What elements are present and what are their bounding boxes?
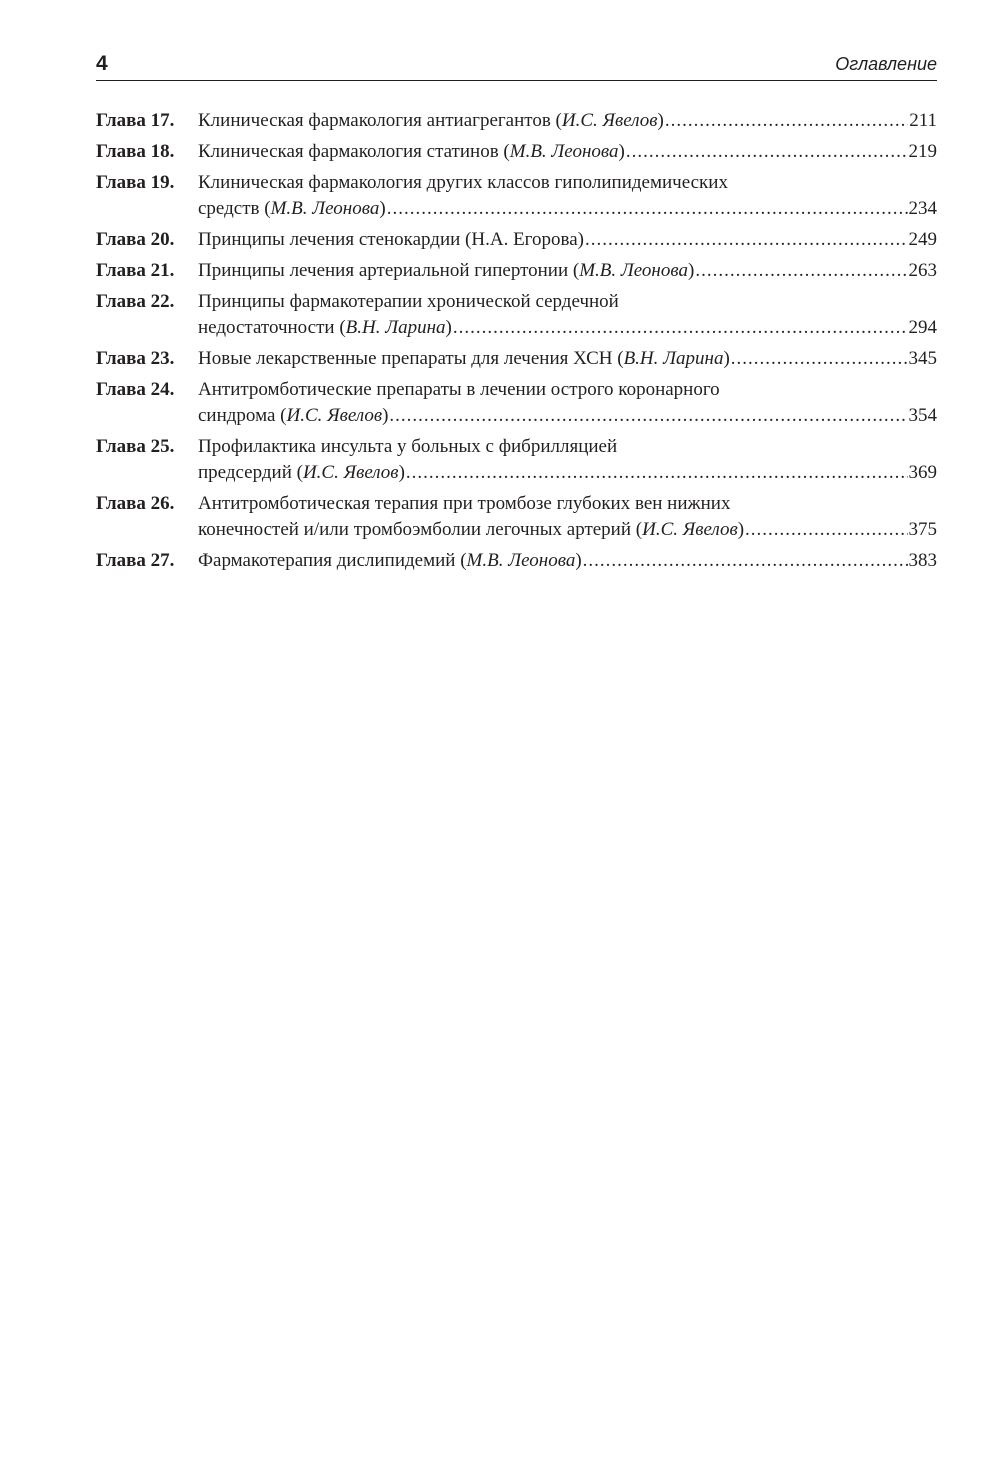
chapter-label: Глава 21. [96,260,175,281]
chapter-label: Глава 19. [96,172,175,193]
chapter-author: М.В. Леонова [509,141,619,162]
closing-paren: ) [398,462,405,483]
chapter-title-text: средств ( [198,198,271,219]
dot-leader [665,108,908,134]
chapter-title-text: предсердий ( [198,462,303,483]
page-reference: 249 [908,229,937,250]
dot-leader [745,517,907,543]
chapter-title-line: Принципы фармакотерапии хронической сердечной [198,291,619,312]
dot-leader [453,315,908,341]
closing-paren: ) [618,141,625,162]
chapter-title-text: Новые лекарственные препараты для лечения ХСН ( [198,348,624,369]
chapter-label: Глава 18. [96,141,175,162]
page-header [96,50,937,81]
closing-paren: ) [657,110,664,131]
page-reference: 263 [908,260,937,281]
running-title: Оглавление [835,54,937,74]
toc-entry[interactable] [96,170,937,222]
chapter-label: Глава 17. [96,110,175,131]
chapter-label: Глава 26. [96,493,175,514]
chapter-author: М.В. Леонова [466,550,576,571]
chapter-title-line [198,258,694,284]
toc-entry[interactable] [96,227,937,253]
chapter-label: Глава 20. [96,229,175,250]
chapter-title-line: Антитромботическая терапия при тромбозе глубоких вен нижних [198,493,731,514]
toc-entry[interactable] [96,139,937,165]
chapter-author: В.Н. Ларина [623,348,724,369]
chapter-title-line [198,460,405,486]
page-reference: 219 [908,141,937,162]
page-reference: 369 [908,462,937,483]
closing-paren: ) [687,260,695,281]
closing-paren: ) [737,519,745,540]
chapter-label: Глава 22. [96,291,175,312]
page-reference: 375 [908,519,937,540]
chapter-title-line: Антитромботические препараты в лечении острого коронарного [198,379,720,400]
chapter-label: Глава 27. [96,550,175,571]
toc-entry[interactable] [96,434,937,486]
chapter-title-line [198,227,584,253]
chapter-author: И.С. Явелов [561,110,658,131]
table-of-contents [96,108,937,579]
chapter-author: В.Н. Ларина [345,317,446,338]
toc-entry[interactable] [96,346,937,372]
chapter-title-text: Принципы лечения артериальной гипертонии ( [198,260,580,281]
closing-paren: ) [723,348,730,369]
chapter-author: И.С. Явелов [286,405,383,426]
chapter-title-text: недостаточности ( [198,317,346,338]
toc-entry[interactable] [96,108,937,134]
chapter-title-line [198,108,664,134]
dot-leader [389,403,907,429]
toc-entry[interactable] [96,548,937,574]
chapter-title-line: Клиническая фармакология других классов гиполипидемических [198,172,728,193]
page-reference: 354 [908,405,937,426]
chapter-title-text: Клиническая фармакология статинов ( [198,141,510,162]
page-reference: 234 [908,198,937,219]
toc-entry[interactable] [96,377,937,429]
chapter-title-line [198,315,452,341]
dot-leader [695,258,907,284]
dot-leader [583,548,908,574]
closing-paren: ) [445,317,452,338]
chapter-label: Глава 24. [96,379,175,400]
closing-paren: ) [379,198,386,219]
chapter-title-line [198,517,744,543]
closing-paren: ) [575,550,582,571]
chapter-author: М.В. Леонова [270,198,380,219]
page-reference: 345 [908,348,937,369]
page-reference: 383 [908,550,937,571]
dot-leader [585,227,908,253]
toc-entry[interactable] [96,258,937,284]
chapter-title-line [198,403,388,429]
chapter-title-line [198,196,386,222]
chapter-author: М.В. Леонова [579,260,688,281]
toc-entry[interactable] [96,491,937,543]
page-reference: 294 [908,317,937,338]
dot-leader [731,346,908,372]
chapter-title-text: синдрома ( [198,405,287,426]
chapter-label: Глава 25. [96,436,175,457]
chapter-title-line: Профилактика инсульта у больных с фибрилляцией [198,436,618,457]
chapter-title-line [198,548,582,574]
chapter-title-text: конечностей и/или тромбоэмболии легочных артерий ( [198,519,643,540]
chapter-author: И.С. Явелов [302,462,399,483]
chapter-author: И.С. Явелов [642,519,738,540]
toc-entry[interactable] [96,289,937,341]
dot-leader [387,196,908,222]
dot-leader [406,460,908,486]
chapter-title-line [198,139,625,165]
chapter-title-text: Клиническая фармакология антиагрегантов ( [198,110,562,131]
dot-leader [626,139,908,165]
chapter-title-text: Фармакотерапия дислипидемий ( [198,550,467,571]
chapter-title-text: Принципы лечения стенокардии (Н.А. Егорова) [198,229,584,250]
page-number: 4 [96,52,108,75]
closing-paren: ) [382,405,389,426]
chapter-title-line [198,346,730,372]
page-reference: 211 [909,110,937,131]
chapter-label: Глава 23. [96,348,175,369]
